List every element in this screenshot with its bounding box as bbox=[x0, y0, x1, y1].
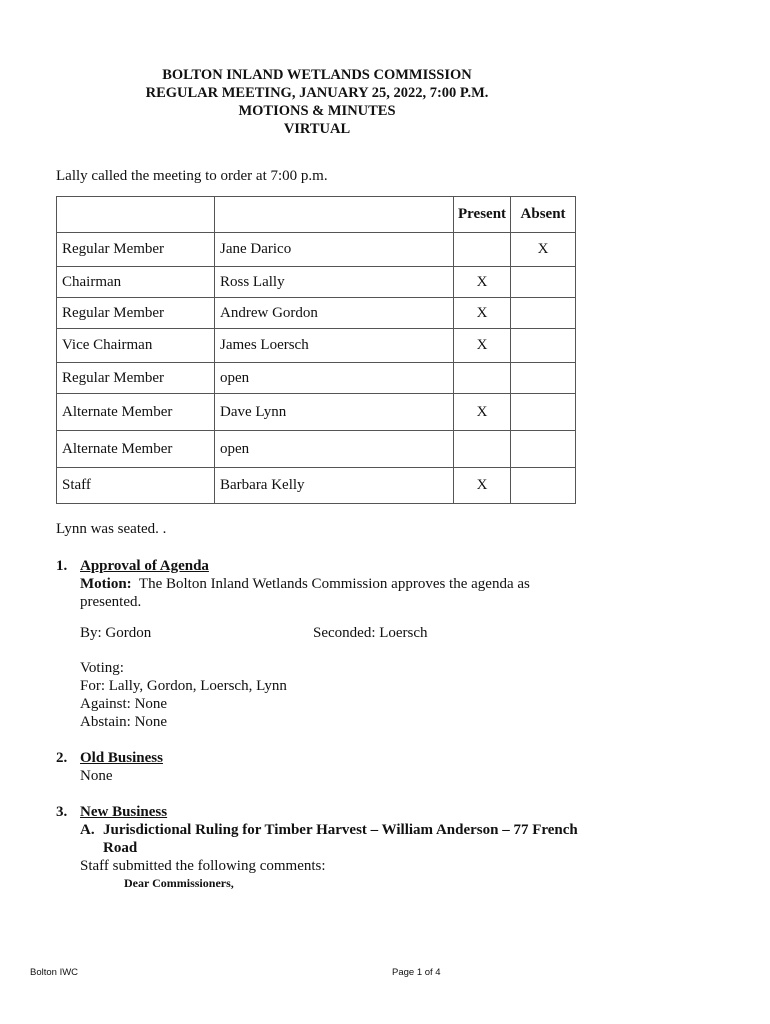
present-cell: X bbox=[454, 267, 511, 298]
header-present: Present bbox=[454, 197, 511, 233]
role-cell: Chairman bbox=[57, 267, 215, 298]
present-cell bbox=[454, 431, 511, 468]
present-cell: X bbox=[454, 394, 511, 431]
name-cell: Dave Lynn bbox=[215, 394, 454, 431]
intro-text: Lally called the meeting to order at 7:00 p.m. bbox=[56, 168, 328, 184]
attendance-table bbox=[56, 196, 576, 504]
absent-cell bbox=[511, 298, 576, 329]
title-line-3: MOTIONS & MINUTES bbox=[238, 103, 396, 119]
sub-item-label: A. bbox=[80, 822, 95, 838]
title-line-4: VIRTUAL bbox=[283, 121, 351, 137]
name-cell: Jane Darico bbox=[215, 233, 454, 267]
absent-cell bbox=[511, 468, 576, 504]
motion-seconded: Seconded: Loersch bbox=[313, 625, 428, 641]
role-cell: Regular Member bbox=[57, 363, 215, 394]
sub-item-heading: Jurisdictional Ruling for Timber Harvest – William Anderson – 77 French bbox=[103, 822, 578, 838]
table-row bbox=[57, 468, 576, 504]
role-cell: Alternate Member bbox=[57, 394, 215, 431]
voting-for: For: Lally, Gordon, Loersch, Lynn bbox=[80, 678, 287, 694]
absent-cell bbox=[511, 431, 576, 468]
item-2-heading: Old Business bbox=[80, 750, 163, 766]
present-cell: X bbox=[454, 329, 511, 363]
present-cell: X bbox=[454, 468, 511, 504]
footer-left: Bolton IWC bbox=[30, 967, 79, 978]
header-name bbox=[215, 197, 454, 233]
absent-cell bbox=[511, 267, 576, 298]
name-cell: Andrew Gordon bbox=[215, 298, 454, 329]
header-role bbox=[57, 197, 215, 233]
role-cell: Regular Member bbox=[57, 233, 215, 267]
title-line-1: BOLTON INLAND WETLANDS COMMISSION bbox=[162, 67, 472, 83]
table-row bbox=[57, 267, 576, 298]
item-2-text: None bbox=[80, 768, 113, 784]
absent-cell bbox=[511, 329, 576, 363]
table-header-row bbox=[57, 197, 576, 233]
item-1-number: 1. bbox=[56, 558, 68, 574]
name-cell: Barbara Kelly bbox=[215, 468, 454, 504]
table-row bbox=[57, 329, 576, 363]
absent-cell bbox=[511, 394, 576, 431]
role-cell: Alternate Member bbox=[57, 431, 215, 468]
present-cell bbox=[454, 363, 511, 394]
table-row bbox=[57, 233, 576, 267]
table-row bbox=[57, 298, 576, 329]
table-row bbox=[57, 394, 576, 431]
motion-label: Motion: bbox=[80, 576, 132, 592]
item-1-heading: Approval of Agenda bbox=[80, 558, 209, 574]
motion-text-cont: presented. bbox=[80, 594, 142, 610]
voting-label: Voting: bbox=[80, 660, 124, 676]
title-line-2: REGULAR MEETING, JANUARY 25, 2022, 7:00 P.M. bbox=[145, 85, 489, 101]
item-2-number: 2. bbox=[56, 750, 68, 766]
motion-text: The Bolton Inland Wetlands Commission approves the agenda as bbox=[138, 576, 530, 592]
motion-by: By: Gordon bbox=[80, 625, 152, 641]
absent-cell bbox=[511, 363, 576, 394]
sub-item-heading-cont: Road bbox=[103, 840, 138, 856]
absent-cell: X bbox=[511, 233, 576, 267]
voting-against: Against: None bbox=[80, 696, 168, 712]
name-cell: open bbox=[215, 431, 454, 468]
name-cell: Ross Lally bbox=[215, 267, 454, 298]
letter-salutation: Dear Commissioners, bbox=[124, 876, 234, 890]
table-row bbox=[57, 431, 576, 468]
table-row bbox=[57, 363, 576, 394]
present-cell: X bbox=[454, 298, 511, 329]
role-cell: Staff bbox=[57, 468, 215, 504]
staff-comments-intro: Staff submitted the following comments: bbox=[80, 858, 326, 874]
role-cell: Vice Chairman bbox=[57, 329, 215, 363]
role-cell: Regular Member bbox=[57, 298, 215, 329]
header-absent: Absent bbox=[511, 197, 576, 233]
item-3-number: 3. bbox=[56, 804, 68, 820]
voting-abstain: Abstain: None bbox=[80, 714, 168, 730]
item-3-heading: New Business bbox=[80, 804, 168, 820]
name-cell: James Loersch bbox=[215, 329, 454, 363]
present-cell bbox=[454, 233, 511, 267]
footer-page-number: Page 1 of 4 bbox=[392, 967, 441, 978]
name-cell: open bbox=[215, 363, 454, 394]
seated-text: Lynn was seated. . bbox=[56, 521, 167, 537]
